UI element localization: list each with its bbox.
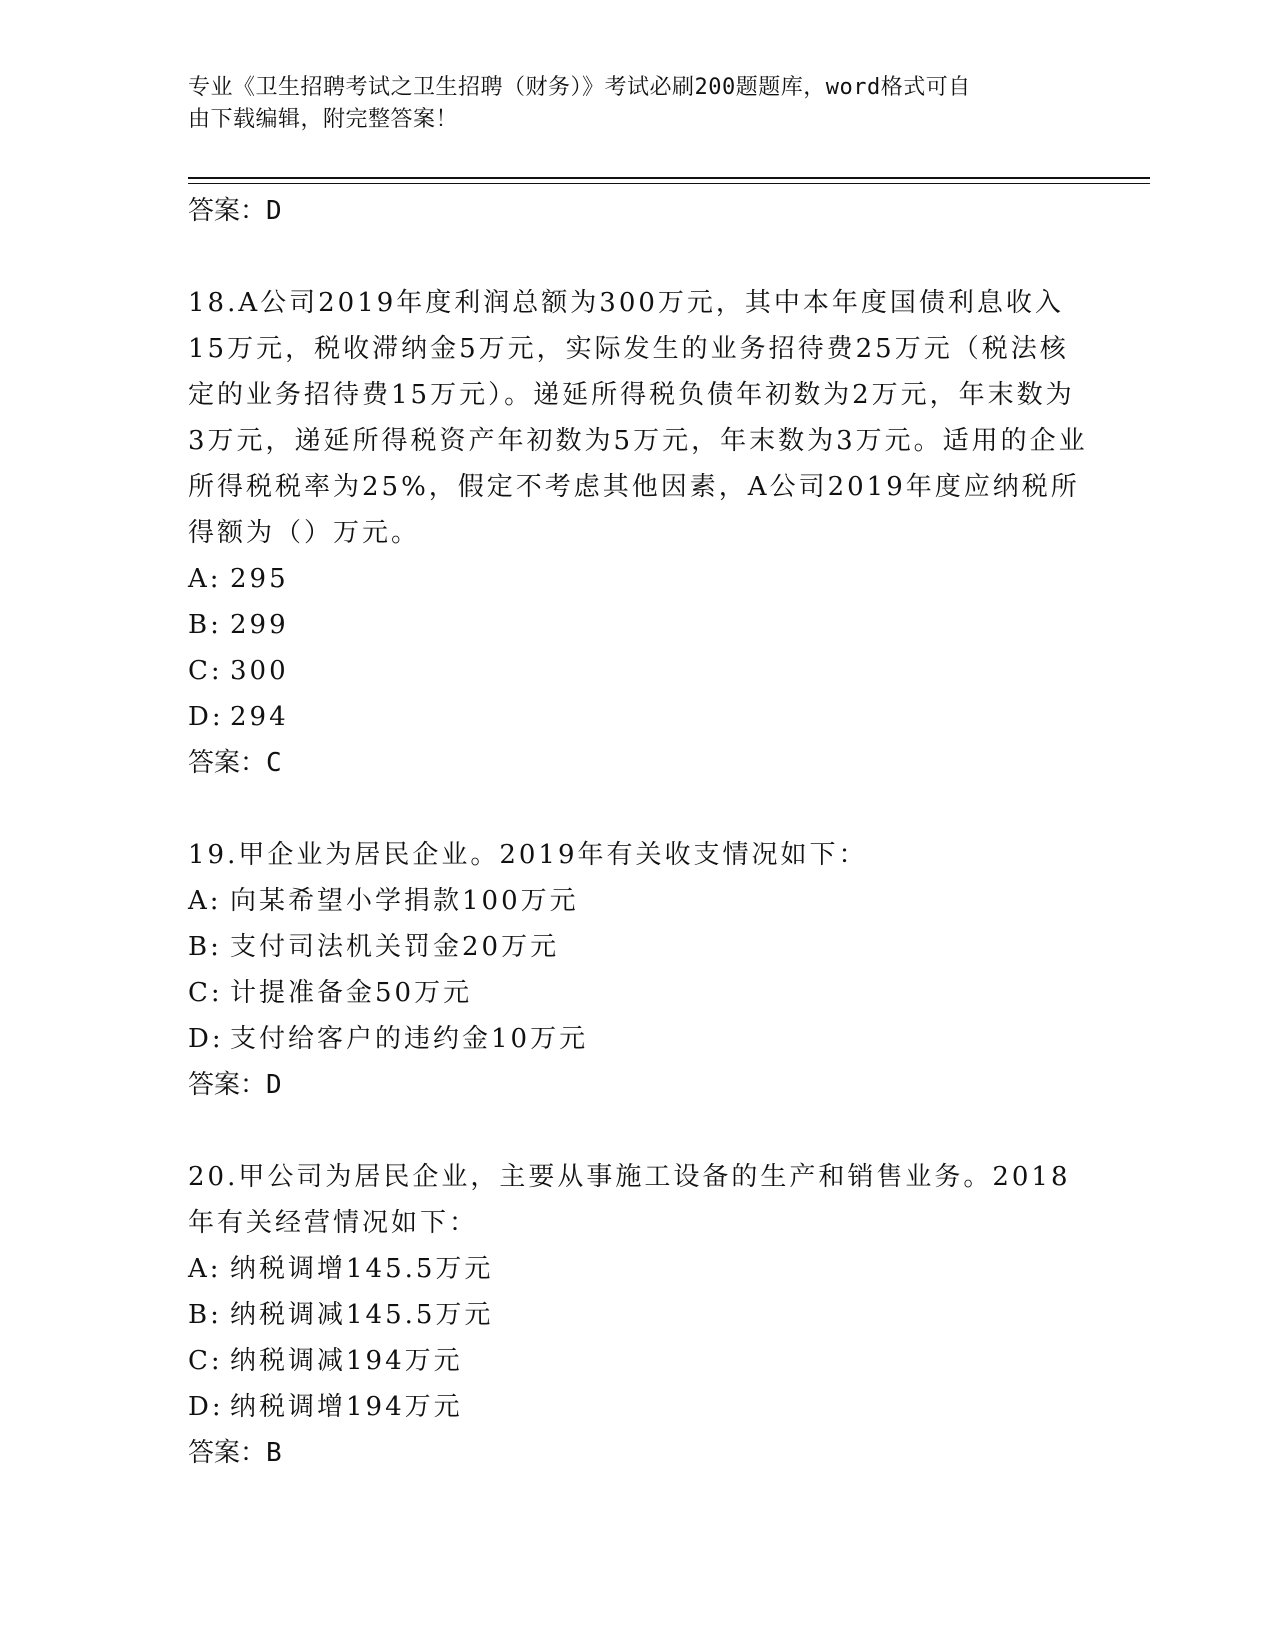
answer: 答案：B [188,1438,282,1468]
option-b [188,924,1088,970]
option-text: 支付司法机关罚金20万元 [230,932,560,962]
option-a [188,1246,1088,1292]
option-text: 299 [230,610,289,640]
option-label: C: [188,978,223,1008]
question-19 [188,832,1088,1108]
option-c [188,970,1088,1016]
option-label: D: [188,702,224,732]
option-text: 纳税调增145.5万元 [230,1254,494,1284]
option-label: C: [188,1346,223,1376]
option-label: A: [188,564,222,594]
answer-previous: 答案：D [188,196,282,226]
option-text: 纳税调减194万元 [230,1346,463,1376]
option-label: A: [188,1254,222,1284]
document-body [188,188,1088,1476]
option-label: C: [188,656,223,686]
option-text: 支付给客户的违约金10万元 [230,1024,589,1054]
option-a [188,556,1088,602]
option-a [188,878,1088,924]
option-b [188,1292,1088,1338]
option-label: B: [188,1300,222,1330]
option-label: D: [188,1024,224,1054]
option-label: D: [188,1392,224,1422]
option-text: 294 [230,702,289,732]
option-label: B: [188,610,222,640]
question-20 [188,1154,1088,1476]
document-header [188,72,1068,136]
header-rule-thick [188,177,1150,179]
answer: 答案：D [188,1070,282,1100]
option-text: 纳税调增194万元 [230,1392,463,1422]
question-18 [188,280,1088,786]
option-text: 295 [230,564,289,594]
header-line-1: 专业《卫生招聘考试之卫生招聘（财务）》考试必刷200题题库，word格式可自 [188,75,971,100]
option-label: A: [188,886,222,916]
option-text: 纳税调减145.5万元 [230,1300,494,1330]
question-stem: 19.甲企业为居民企业。2019年有关收支情况如下： [188,840,868,870]
option-text: 300 [230,656,289,686]
option-label: B: [188,932,222,962]
option-text: 计提准备金50万元 [230,978,473,1008]
answer: 答案：C [188,748,282,778]
question-stem: 18.A公司2019年度利润总额为300万元，其中本年度国债利息收入15万元，税收滞纳金5万元，实际发生的业务招待费25万元（税法核定的业务招待费15万元）。递延所得税负债年初数为2万元，年末数为3万元，递延所得税资产年初数为5万元，年末数为3万元。适用的企业所得税税率为25%，假定不考虑其他因素，A公司2019年度应纳税所得额为（）万元。 [188,288,1088,548]
option-text: 向某希望小学捐款100万元 [230,886,579,916]
option-b [188,602,1088,648]
header-line-2: 由下载编辑，附完整答案！ [188,107,459,132]
option-d [188,1016,1088,1062]
option-d [188,1384,1088,1430]
option-d [188,694,1088,740]
option-c [188,1338,1088,1384]
option-c [188,648,1088,694]
header-rule-thin [188,183,1150,184]
question-stem: 20.甲公司为居民企业，主要从事施工设备的生产和销售业务。2018年有关经营情况如下： [188,1162,1071,1238]
